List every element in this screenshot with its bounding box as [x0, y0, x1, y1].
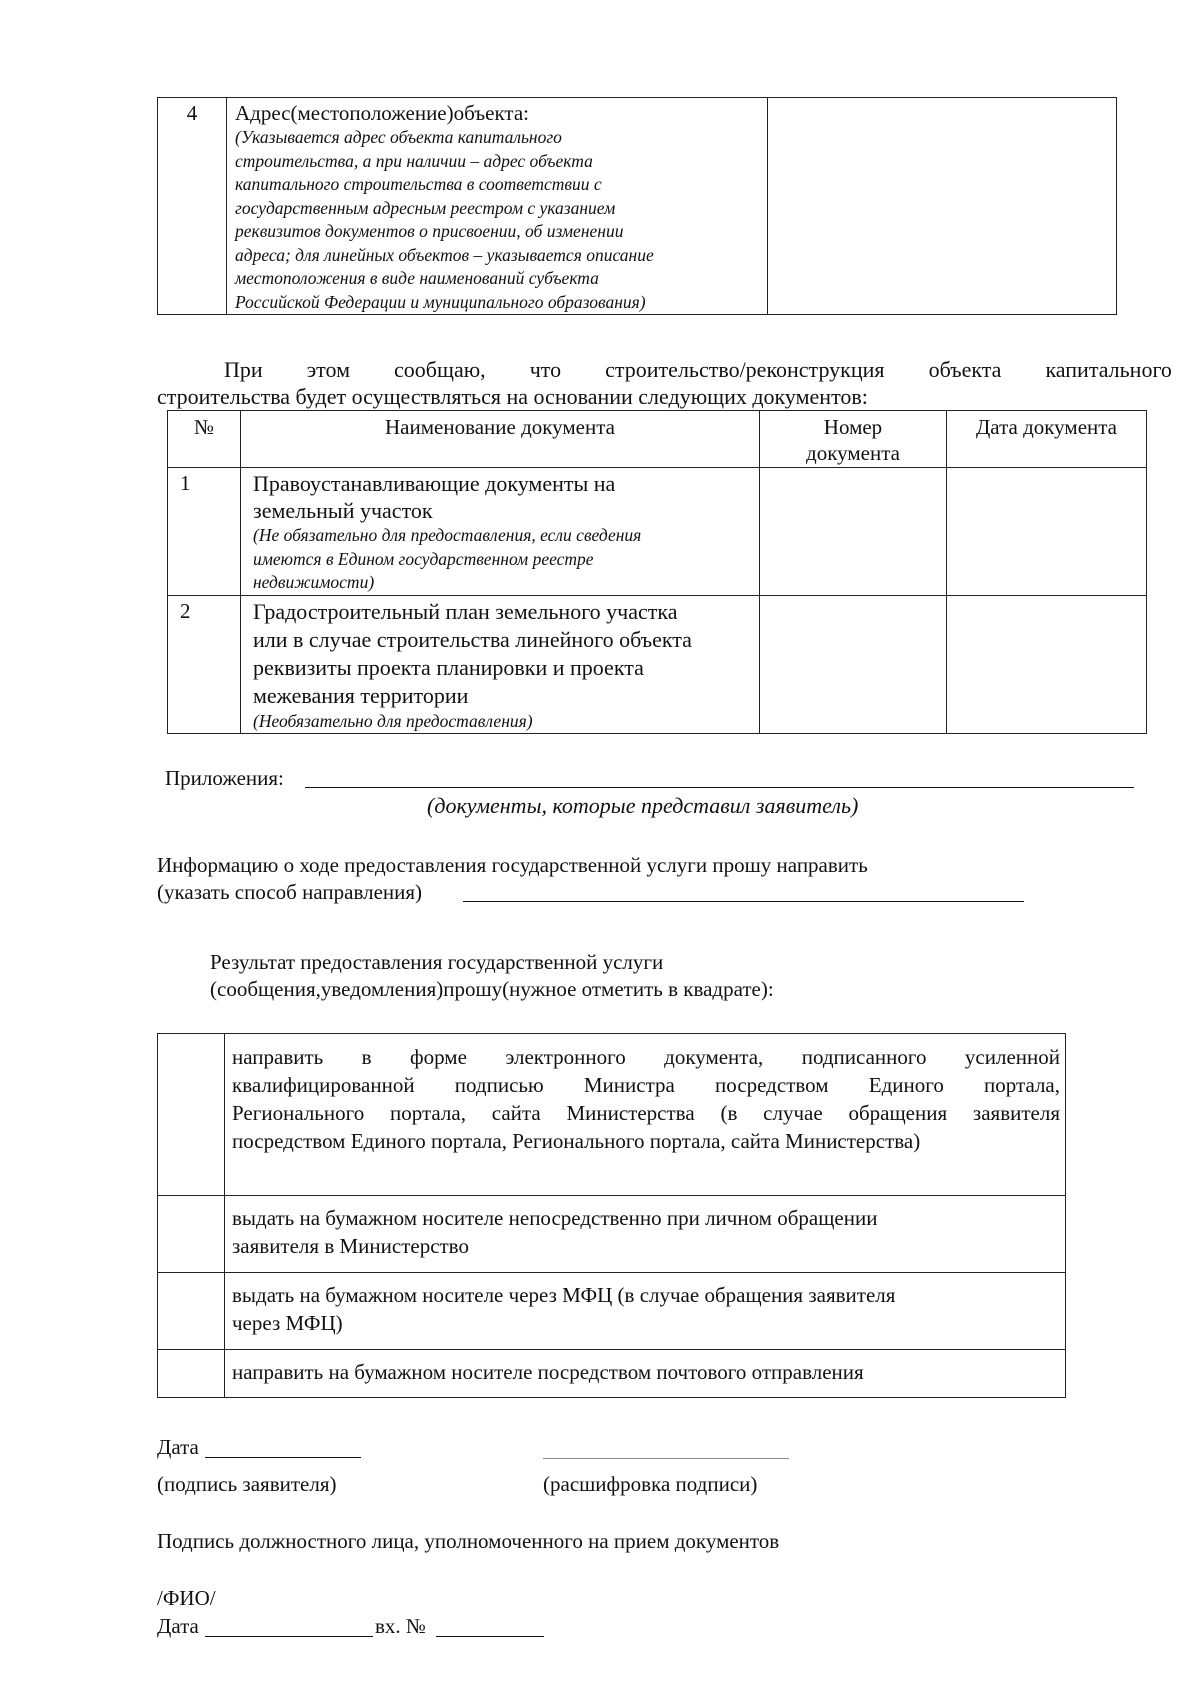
date2-field[interactable] — [205, 1636, 373, 1637]
address-label: Адрес(местоположение)объекта: — [235, 101, 529, 125]
intro-line-1: При этом сообщаю, что строительство/реконструкция объекта капитального — [224, 357, 1172, 382]
fio-label: /ФИО/ — [157, 1586, 216, 1610]
intro-line-2: строительства будет осуществляться на основании следующих документов: — [157, 384, 868, 409]
row-name: Градостроительный план земельного участка или в случае строительства линейного объекта реквизиты проекта планировки и проекта межевания территории (Необязательно для предоставления) — [241, 595, 760, 734]
info-line-1: Информацию о ходе предоставления государственной услуги прошу направить — [157, 853, 868, 877]
row-name: Правоустанавливающие документы на земельный участок (Не обязательно для предоставления, если сведения имеются в Едином государственном реестре недвижимости) — [241, 468, 760, 596]
decode-caption: (расшифровка подписи) — [543, 1472, 758, 1496]
date2-label: Дата — [157, 1614, 199, 1638]
signature-caption: (подпись заявителя) — [157, 1472, 337, 1496]
result-line-1: Результат предоставления государственной услуги — [210, 950, 664, 974]
option-checkbox[interactable] — [158, 1034, 225, 1196]
option-checkbox[interactable] — [158, 1350, 225, 1398]
documents-table — [167, 410, 1147, 734]
result-line-2: (сообщения,уведомления)прошу(нужное отметить в квадрате): — [210, 977, 774, 1001]
option-paper-mail: направить на бумажном носителе посредством почтового отправления — [225, 1350, 1066, 1398]
attachments-label: Приложения: — [165, 766, 284, 790]
attachments-caption: (документы, которые представил заявитель) — [427, 793, 859, 818]
row-number-field[interactable] — [760, 468, 947, 596]
row-hint: (Необязательно для предоставления) — [253, 710, 533, 731]
official-signature-label: Подпись должностного лица, уполномоченного на прием документов — [157, 1529, 780, 1553]
option-checkbox[interactable] — [158, 1273, 225, 1350]
attachments-field[interactable] — [305, 787, 1134, 788]
address-hint: (Указывается адрес объекта капитального строительства, а при наличии – адрес объекта капитального строительства в соответствии с государственным адресным реестром с указанием реквизитов документов о присвоении, об изменении адреса; для линейных объектов – указывается описание местоположения в виде наименований субъекта Российской Федерации и муниципального образования) — [235, 127, 654, 312]
row-hint: (Не обязательно для предоставления, если сведения имеются в Едином государственном реестре недвижимости) — [253, 525, 642, 592]
row-number-field[interactable] — [760, 595, 947, 734]
address-value-field[interactable] — [768, 98, 1117, 315]
address-row-number: 4 — [158, 98, 227, 315]
incoming-number-label: вх. № — [375, 1614, 426, 1638]
documents-table-header — [168, 411, 1147, 468]
table-row — [158, 1350, 1066, 1398]
header-name: Наименование документа — [241, 411, 760, 468]
address-table — [157, 97, 1117, 315]
delivery-method-field[interactable] — [463, 901, 1024, 902]
address-label-cell — [227, 98, 768, 315]
date-field[interactable] — [205, 1457, 361, 1458]
header-num: № — [168, 411, 241, 468]
header-number: Номер документа — [760, 411, 947, 468]
table-row — [158, 1273, 1066, 1350]
header-date: Дата документа — [947, 411, 1147, 468]
option-checkbox[interactable] — [158, 1196, 225, 1273]
row-date-field[interactable] — [947, 468, 1147, 596]
row-num: 2 — [168, 595, 241, 734]
table-row — [158, 1196, 1066, 1273]
delivery-options-table — [157, 1033, 1066, 1398]
row-date-field[interactable] — [947, 595, 1147, 734]
option-paper-personal: выдать на бумажном носителе непосредственно при личном обращении заявителя в Министерство — [225, 1196, 1066, 1273]
row-num: 1 — [168, 468, 241, 596]
option-electronic: направить в форме электронного документа, подписанного усиленной квалифицированной подписью Министра посредством Единого портала, Регионального портала, сайта Министерства (в случае обращения заявителя посредством Единого портала, Регионального портала, сайта Министерства) — [225, 1034, 1066, 1196]
date-label: Дата — [157, 1435, 199, 1459]
signature-decode-line[interactable] — [543, 1458, 789, 1459]
table-row — [168, 468, 1147, 596]
table-row — [168, 595, 1147, 734]
incoming-number-field[interactable] — [436, 1636, 544, 1637]
option-paper-mfc: выдать на бумажном носителе через МФЦ (в случае обращения заявителя через МФЦ) — [225, 1273, 1066, 1350]
info-line-2: (указать способ направления) — [157, 880, 423, 904]
table-row — [158, 1034, 1066, 1196]
